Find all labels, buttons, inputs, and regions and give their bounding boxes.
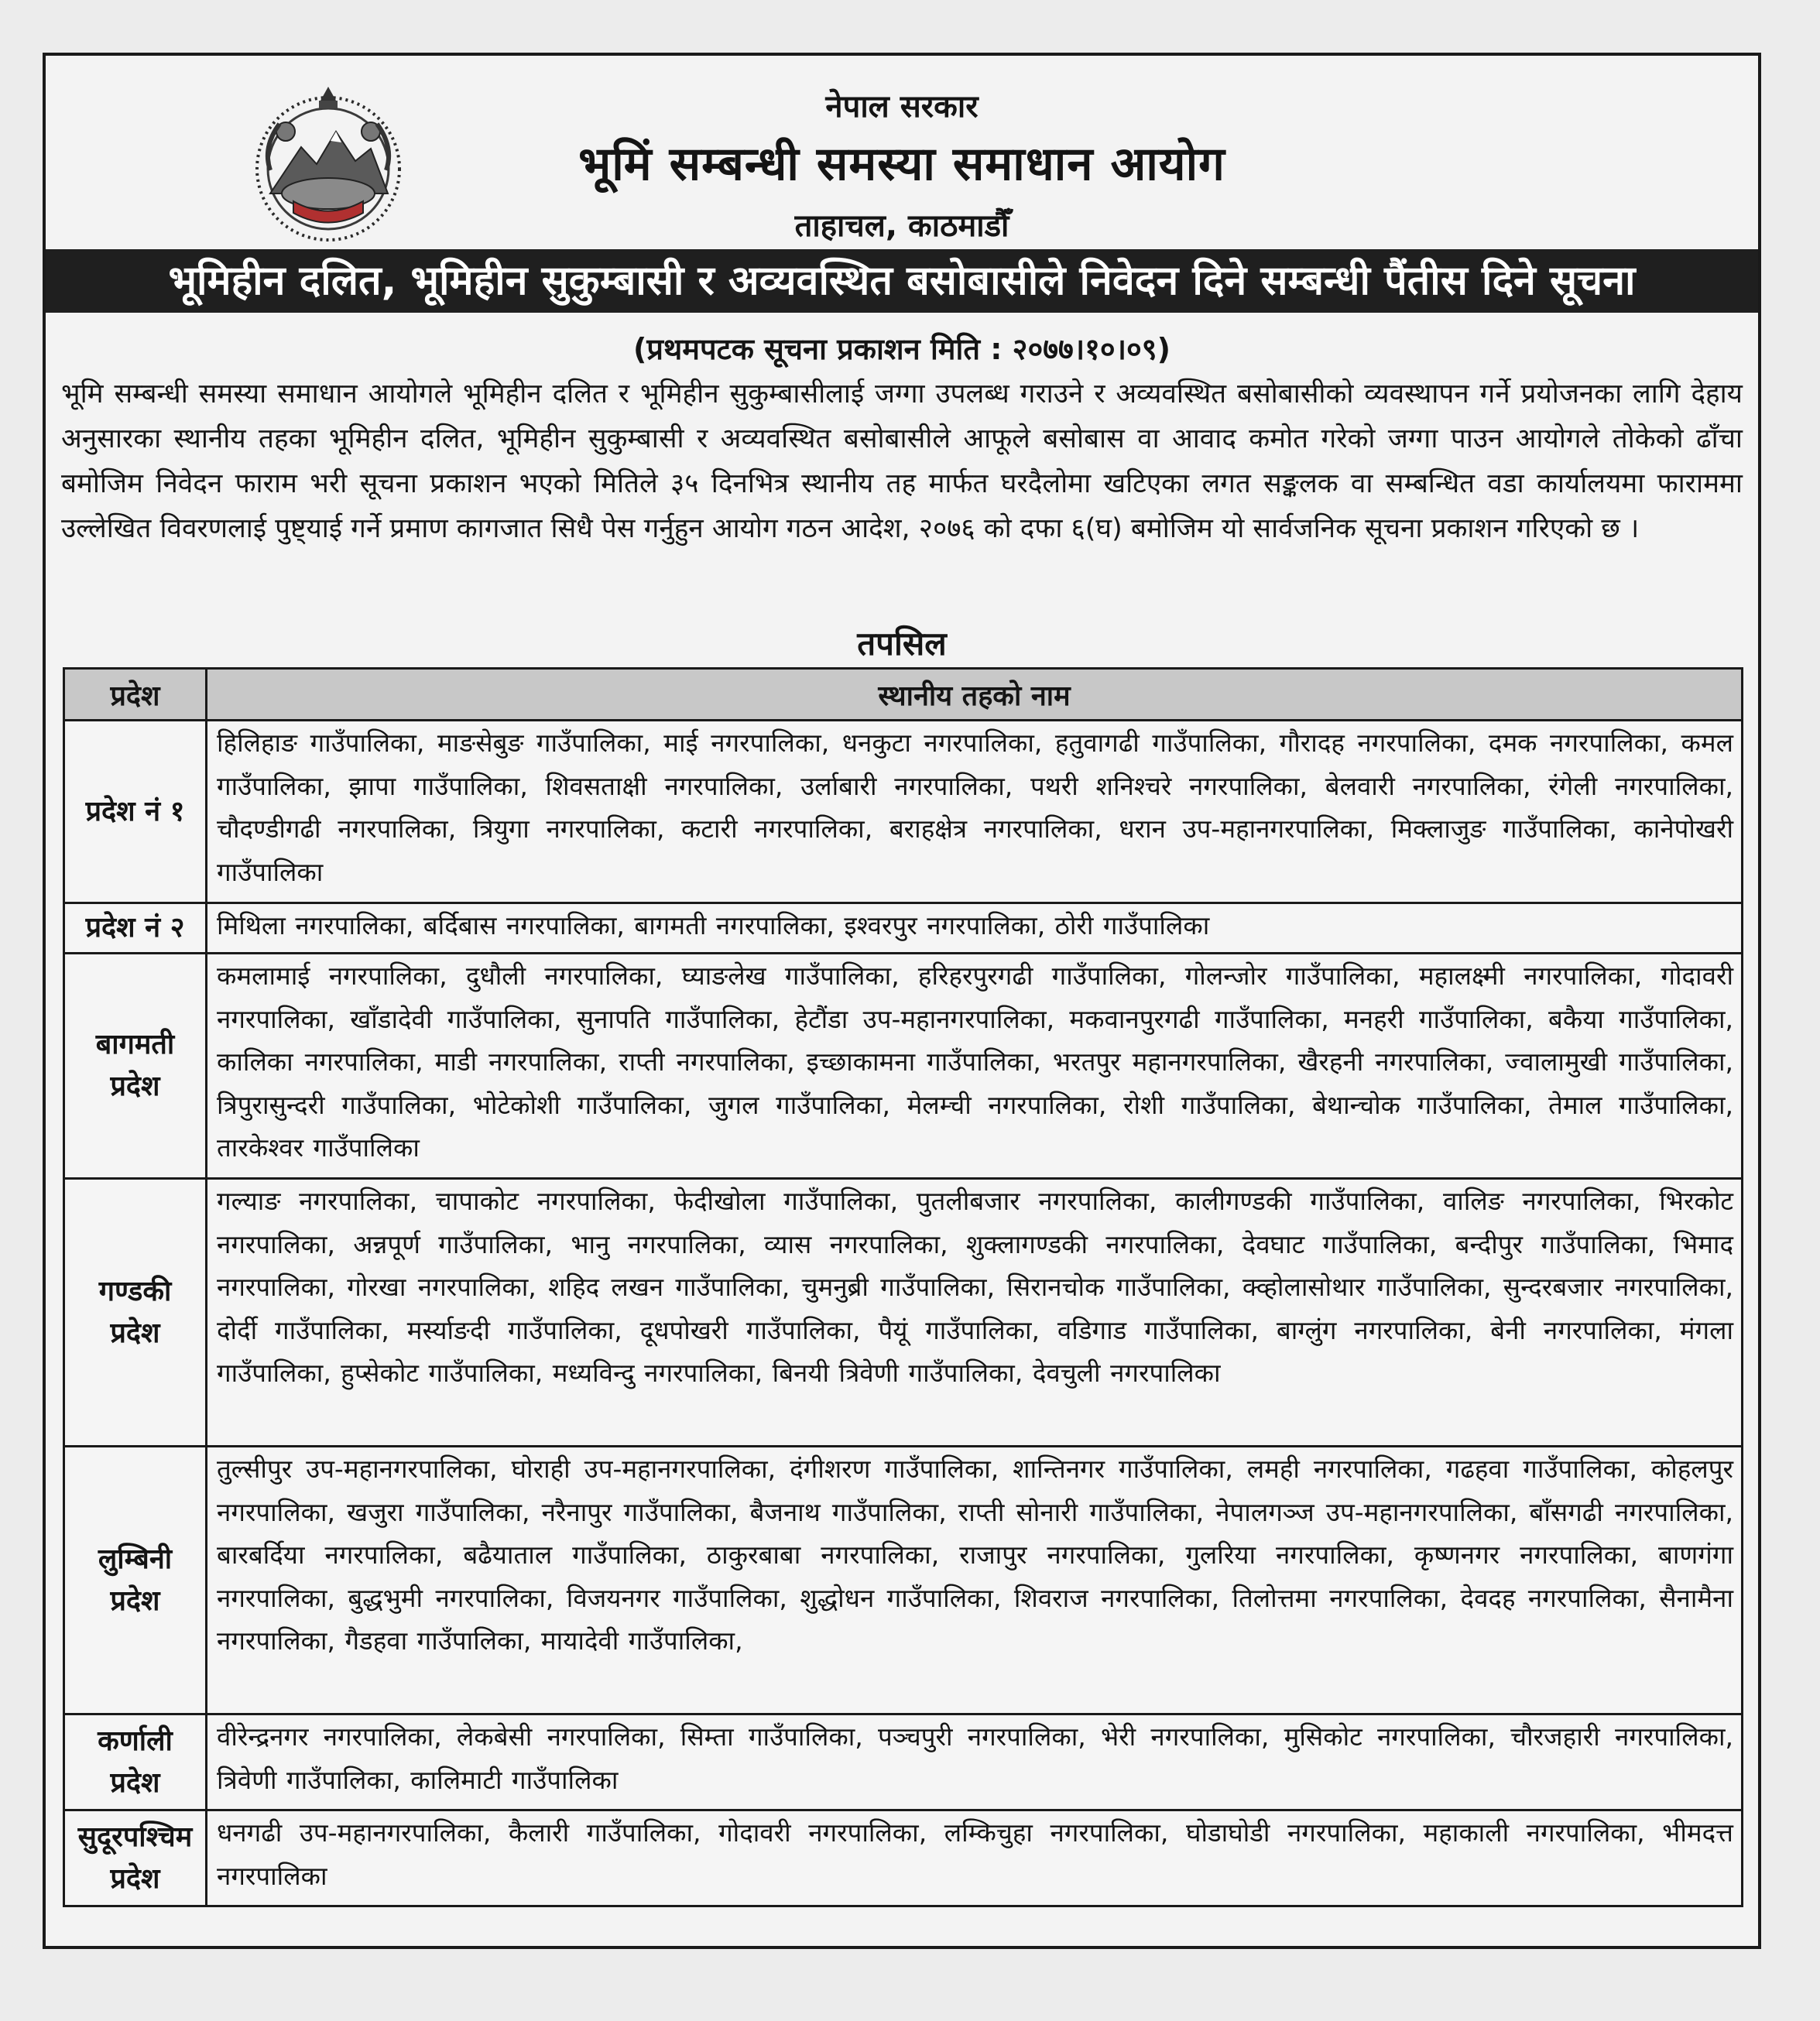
province-column-header: प्रदेश [64, 669, 207, 721]
notice-frame [43, 53, 1761, 1949]
schedule-heading: तपसिल [857, 625, 947, 663]
local-levels-cell: धनगढी उप-महानगरपालिका, कैलारी गाउँपालिका, गोदावरी नगरपालिका, लम्किचुहा नगरपालिका, घोडाघोडी नगरपालिका, महाकाली नगरपालिका, भीमदत्त नगरपालिका [207, 1810, 1743, 1906]
publication-date: (प्रथमपटक सूचना प्रकाशन मिति : २०७७।१०।०९) [633, 332, 1170, 366]
office-address: ताहाचल, काठमाडौँ [794, 208, 1009, 244]
notice-title-banner: भूमिहीन दलित, भूमिहीन सुकुम्बासी र अव्यवस्थित बसोबासीले निवेदन दिने सम्बन्धी पैंतीस दिने सूचना [46, 249, 1758, 313]
local-levels-cell: तुल्सीपुर उप-महानगरपालिका, घोराही उप-महानगरपालिका, दंगीशरण गाउँपालिका, शान्तिनगर गाउँपालिका, लमही नगरपालिका, गढहवा गाउँपालिका, कोहलपुर नगरपालिका, खजुरा गाउँपालिका, नरैनापुर गाउँपालिका, बैजनाथ गाउँपालिका, राप्ती सोनारी गाउँपालिका, नेपालगञ्ज उप-महानगरपालिका, बाँसगढी नगरपालिका, बारबर्दिया नगरपालिका, बढैयाताल गाउँपालिका, ठाकुरबाबा नगरपालिका, राजापुर नगरपालिका, गुलरिया नगरपालिका, कृष्णनगर नगरपालिका, बाणगंगा नगरपालिका, बुद्धभुमी नगरपालिका, विजयनगर गाउँपालिका, शुद्धोधन गाउँपालिका, शिवराज नगरपालिका, तिलोत्तमा नगरपालिका, देवदह नगरपालिका, सैनामैना नगरपालिका, गैडहवा गाउँपालिका, मायादेवी गाउँपालिका, [207, 1447, 1743, 1714]
government-name: नेपाल सरकार [825, 89, 979, 125]
local-levels-cell: कमलामाई नगरपालिका, दुधौली नगरपालिका, घ्याङलेख गाउँपालिका, हरिहरपुरगढी गाउँपालिका, गोलन्जोर गाउँपालिका, महालक्ष्मी नगरपालिका, गोदावरी नगरपालिका, खाँडादेवी गाउँपालिका, सुनापति गाउँपालिका, हेटौंडा उप-महानगरपालिका, मकवानपुरगढी गाउँपालिका, मनहरी गाउँपालिका, बकैया गाउँपालिका, कालिका नगरपालिका, माडी नगरपालिका, राप्ती नगरपालिका, इच्छाकामना गाउँपालिका, भरतपुर महानगरपालिका, खैरहनी नगरपालिका, ज्वालामुखी गाउँपालिका, त्रिपुरासुन्दरी गाउँपालिका, भोटेकोशी गाउँपालिका, जुगल गाउँपालिका, मेलम्ची नगरपालिका, रोशी गाउँपालिका, बेथान्चोक गाउँपालिका, तेमाल गाउँपालिका, तारकेश्वर गाउँपालिका [207, 954, 1743, 1179]
local-level-column-header: स्थानीय तहको नाम [207, 669, 1743, 721]
province-cell: बागमती प्रदेश [64, 954, 207, 1179]
local-levels-cell: वीरेन्द्रनगर नगरपालिका, लेकबेसी नगरपालिका, सिम्ता गाउँपालिका, पञ्चपुरी नगरपालिका, भेरी नगरपालिका, मुसिकोट नगरपालिका, चौरजहारी नगरपालिका, त्रिवेणी गाउँपालिका, कालिमाटी गाउँपालिका [207, 1714, 1743, 1810]
table-row [64, 1447, 1743, 1714]
province-cell: प्रदेश नं २ [64, 903, 207, 954]
table-row [64, 721, 1743, 903]
local-levels-cell: मिथिला नगरपालिका, बर्दिबास नगरपालिका, बागमती नगरपालिका, इश्वरपुर नगरपालिका, ठोरी गाउँपालिका [207, 903, 1743, 954]
table-row [64, 1714, 1743, 1810]
commission-name: भूमिं सम्बन्धी समस्या समाधान आयोग [578, 137, 1225, 191]
province-cell: प्रदेश नं १ [64, 721, 207, 903]
local-levels-cell: गल्याङ नगरपालिका, चापाकोट नगरपालिका, फेदीखोला गाउँपालिका, पुतलीबजार नगरपालिका, कालीगण्डकी गाउँपालिका, वालिङ नगरपालिका, भिरकोट नगरपालिका, अन्नपूर्ण गाउँपालिका, भानु नगरपालिका, व्यास नगरपालिका, शुक्लागण्डकी नगरपालिका, देवघाट गाउँपालिका, बन्दीपुर गाउँपालिका, भिमाद नगरपालिका, गोरखा नगरपालिका, शहिद लखन गाउँपालिका, चुमनुब्री गाउँपालिका, सिरानचोक गाउँपालिका, क्व्होलासोथार गाउँपालिका, सुन्दरबजार नगरपालिका, दोर्दी गाउँपालिका, मर्स्याङदी गाउँपालिका, दूधपोखरी गाउँपालिका, पैयूं गाउँपालिका, वडिगाड गाउँपालिका, बाग्लुंग नगरपालिका, बेनी नगरपालिका, मंगला गाउँपालिका, हुप्सेकोट गाउँपालिका, मध्यविन्दु नगरपालिका, बिनयी त्रिवेणी गाउँपालिका, देवचुली नगरपालिका [207, 1179, 1743, 1447]
province-cell: गण्डकी प्रदेश [64, 1179, 207, 1447]
table-header-row [64, 669, 1743, 721]
province-cell: कर्णाली प्रदेश [64, 1714, 207, 1810]
local-levels-cell: हिलिहाङ गाउँपालिका, माङसेबुङ गाउँपालिका, माई नगरपालिका, धनकुटा नगरपालिका, हतुवागढी गाउँपालिका, गौरादह नगरपालिका, दमक नगरपालिका, कमल गाउँपालिका, झापा गाउँपालिका, शिवसताक्षी नगरपालिका, उर्लाबारी नगरपालिका, पथरी शनिश्चरे नगरपालिका, बेलवारी नगरपालिका, रंगेली नगरपालिका, चौदण्डीगढी नगरपालिका, त्रियुगा नगरपालिका, कटारी नगरपालिका, बराहक्षेत्र नगरपालिका, धरान उप-महानगरपालिका, मिक्लाजुङ गाउँपालिका, कानेपोखरी गाउँपालिका [207, 721, 1743, 903]
local-levels-table [63, 667, 1743, 1907]
notice-body: भूमि सम्बन्धी समस्या समाधान आयोगले भूमिहीन दलित र भूमिहीन सुकुम्बासीलाई जग्गा उपलब्ध गराउने र अव्यवस्थित बसोबासीको व्यवस्थापन गर्ने प्रयोजनका लागि देहाय अनुसारका स्थानीय तहका भूमिहीन दलित, भूमिहीन सुकुम्बासी र अव्यवस्थित बसोबासीले आफूले बसोबास वा आवाद कमोत गरेको जग्गा पाउन आयोगले तोकेको ढाँचा बमोजिम निवेदन फाराम भरी सूचना प्रकाशन भएको मितिले ३५ दिनभित्र स्थानीय तह मार्फत घरदैलोमा खटिएका लगत सङ्कलक वा सम्बन्धित वडा कार्यालयमा फाराममा उल्लेखित विवरणलाई पुष्ट्याई गर्ने प्रमाण कागजात सिधै पेस गर्नुहुन आयोग गठन आदेश, २०७६ को दफा ६(घ) बमोजिम यो सार्वजनिक सूचना प्रकाशन गरिएको छ । [61, 379, 1743, 544]
province-cell: लुम्बिनी प्रदेश [64, 1447, 207, 1714]
table-row [64, 1810, 1743, 1906]
province-cell: सुदूरपश्चिम प्रदेश [64, 1810, 207, 1906]
table-row [64, 903, 1743, 954]
table-row [64, 954, 1743, 1179]
table-row [64, 1179, 1743, 1447]
